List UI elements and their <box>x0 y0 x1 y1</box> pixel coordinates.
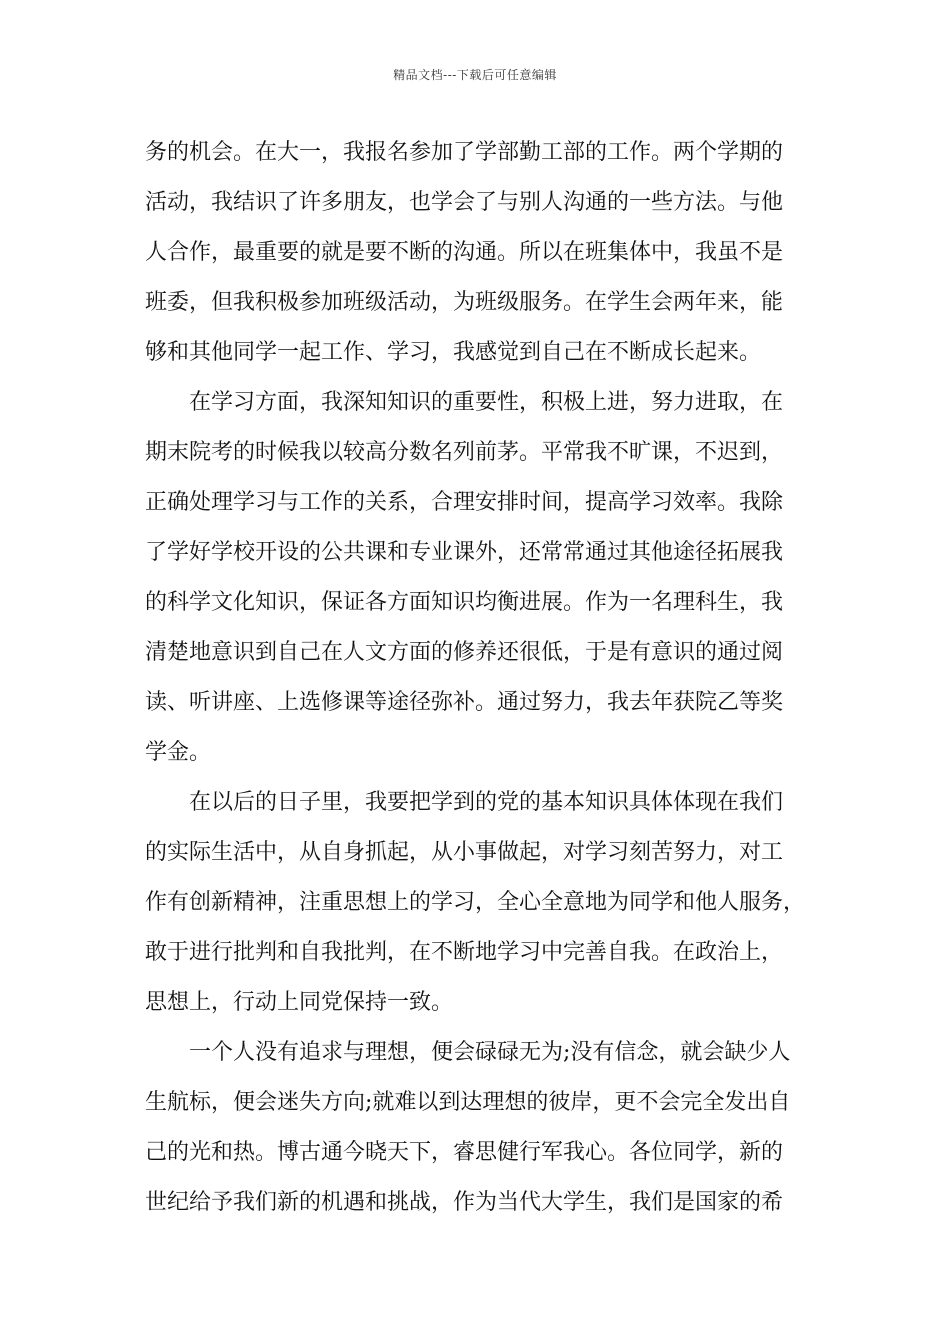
text-line: 的科学文化知识，保证各方面知识均衡进展。作为一名理科生，我 <box>145 590 784 615</box>
text-line: 班委，但我积极参加班级活动，为班级服务。在学生会两年来，能 <box>145 290 784 315</box>
paragraph-3 <box>145 778 825 1028</box>
text-line: 正确处理学习与工作的关系，合理安排时间，提高学习效率。我除 <box>145 490 784 515</box>
text-line: 务的机会。在大一，我报名参加了学部勤工部的工作。两个学期的 <box>145 140 784 165</box>
paragraph-4 <box>145 1028 825 1228</box>
text-line: 作有创新精神，注重思想上的学习，全心全意地为同学和他人服务， <box>145 890 806 915</box>
text-line: 人合作，最重要的就是要不断的沟通。所以在班集体中，我虽不是 <box>145 240 784 265</box>
paragraph-2 <box>145 378 825 778</box>
text-line: 生航标，便会迷失方向;就难以到达理想的彼岸，更不会完全发出自 <box>145 1090 791 1115</box>
text-line: 在学习方面，我深知知识的重要性，积极上进，努力进取，在 <box>189 390 784 415</box>
text-line: 一个人没有追求与理想，便会碌碌无为;没有信念，就会缺少人 <box>189 1040 791 1065</box>
document-body <box>145 128 825 1228</box>
text-line: 在以后的日子里，我要把学到的党的基本知识具体体现在我们 <box>189 790 784 815</box>
text-line: 敢于进行批判和自我批判，在不断地学习中完善自我。在政治上， <box>145 940 784 965</box>
text-line: 学金。 <box>145 740 212 765</box>
paragraph-1 <box>145 128 825 378</box>
page-header: 精品文档---下载后可任意编辑 <box>393 68 557 82</box>
text-line: 活动，我结识了许多朋友，也学会了与别人沟通的一些方法。与他 <box>145 190 784 215</box>
text-line: 清楚地意识到自己在人文方面的修养还很低，于是有意识的通过阅 <box>145 640 784 665</box>
text-line: 了学好学校开设的公共课和专业课外，还常常通过其他途径拓展我 <box>145 540 784 565</box>
text-line: 己的光和热。博古通今晓天下，睿思健行军我心。各位同学，新的 <box>145 1140 784 1165</box>
text-line: 读、听讲座、上选修课等途径弥补。通过努力，我去年获院乙等奖 <box>145 690 784 715</box>
text-line: 够和其他同学一起工作、学习，我感觉到自己在不断成长起来。 <box>145 340 762 365</box>
text-line: 期末院考的时候我以较高分数名列前茅。平常我不旷课，不迟到， <box>145 440 784 465</box>
text-line: 世纪给予我们新的机遇和挑战，作为当代大学生，我们是国家的希 <box>145 1190 784 1215</box>
text-line: 思想上，行动上同党保持一致。 <box>145 990 454 1015</box>
text-line: 的实际生活中，从自身抓起，从小事做起，对学习刻苦努力，对工 <box>145 840 784 865</box>
